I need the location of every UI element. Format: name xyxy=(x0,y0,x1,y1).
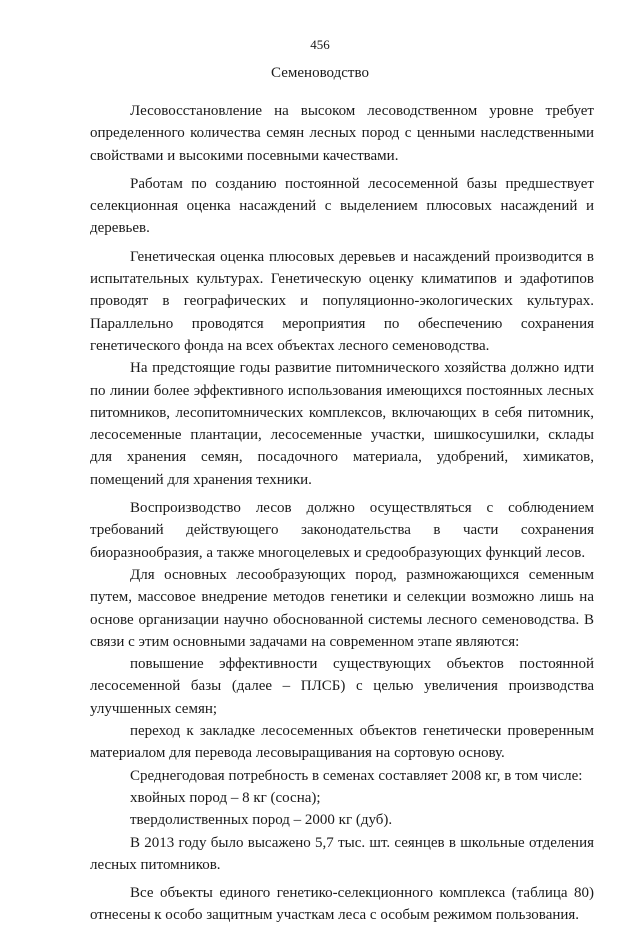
paragraph: Среднегодовая потребность в семенах составляет 2008 кг, в том числе: xyxy=(130,767,583,784)
list-item: хвойных пород – 8 кг (сосна); xyxy=(130,789,321,806)
paragraph: На предстоящие годы развитие питомнического хозяйства должно идти по линии более эффективного использования имеющихся постоянных лесных питомников, лесопитомнических комплексов, включающих в себя питомник, лесосеменные плантации, лесосеменные участки, шишкосушилки, склады для хранения семян, посадочного материала, удобрений, химикатов, помещений для хранения техники. xyxy=(90,360,594,488)
list-item: переход к закладке лесосеменных объектов генетически проверенным материалом для перевода лесовыращивания на сортовую основу. xyxy=(90,723,594,762)
paragraph: Лесовосстановление на высоком лесоводственном уровне требует определенного количества семян лесных пород с ценными наследственными свойствами и высокими посевными качествами. xyxy=(90,103,594,164)
paragraph: Работам по созданию постоянной лесосеменной базы предшествует селекционная оценка насаждений с выделением плюсовых насаждений и деревьев. xyxy=(90,175,594,237)
paragraph: Для основных лесообразующих пород, размножающихся семенным путем, массовое внедрение методов генетики и селекции возможно лишь на основе организации научно обоснованной системы лесного семеноводства. В связи с этим основными задачами на современном этапе являются: xyxy=(90,566,594,650)
list-item: твердолиственных пород – 2000 кг (дуб). xyxy=(130,812,393,829)
paragraph: В 2013 году было высажено 5,7 тыс. шт. сеянцев в школьные отделения лесных питомников. xyxy=(90,834,594,873)
paragraph: Воспроизводство лесов должно осуществляться с соблюдением требований действующего законодательства в части сохранения биоразнообразия, а также многоцелевых и средообразующих функций лесов. xyxy=(90,500,594,561)
list-item: повышение эффективности существующих объектов постоянной лесосеменной базы (далее – ПЛСБ) с целью увеличения производства улучшенных семян; xyxy=(90,656,594,717)
paragraph: Генетическая оценка плюсовых деревьев и насаждений производится в испытательных культурах. Генетическую оценку климатипов и эдафотипов проводят в географических и популяционно-экологических культурах. Параллельно проводятся мероприятия по обеспечению сохранения генетического фонда на всех объектах лесного семеноводства. xyxy=(90,248,594,354)
page-number: 456 xyxy=(310,37,330,52)
paragraph: Все объекты единого генетико-селекционного комплекса (таблица 80) отнесены к особо защитным участкам леса с особым режимом пользования. xyxy=(90,885,594,924)
body-text xyxy=(90,100,594,927)
section-title: Семеноводство xyxy=(271,65,369,81)
